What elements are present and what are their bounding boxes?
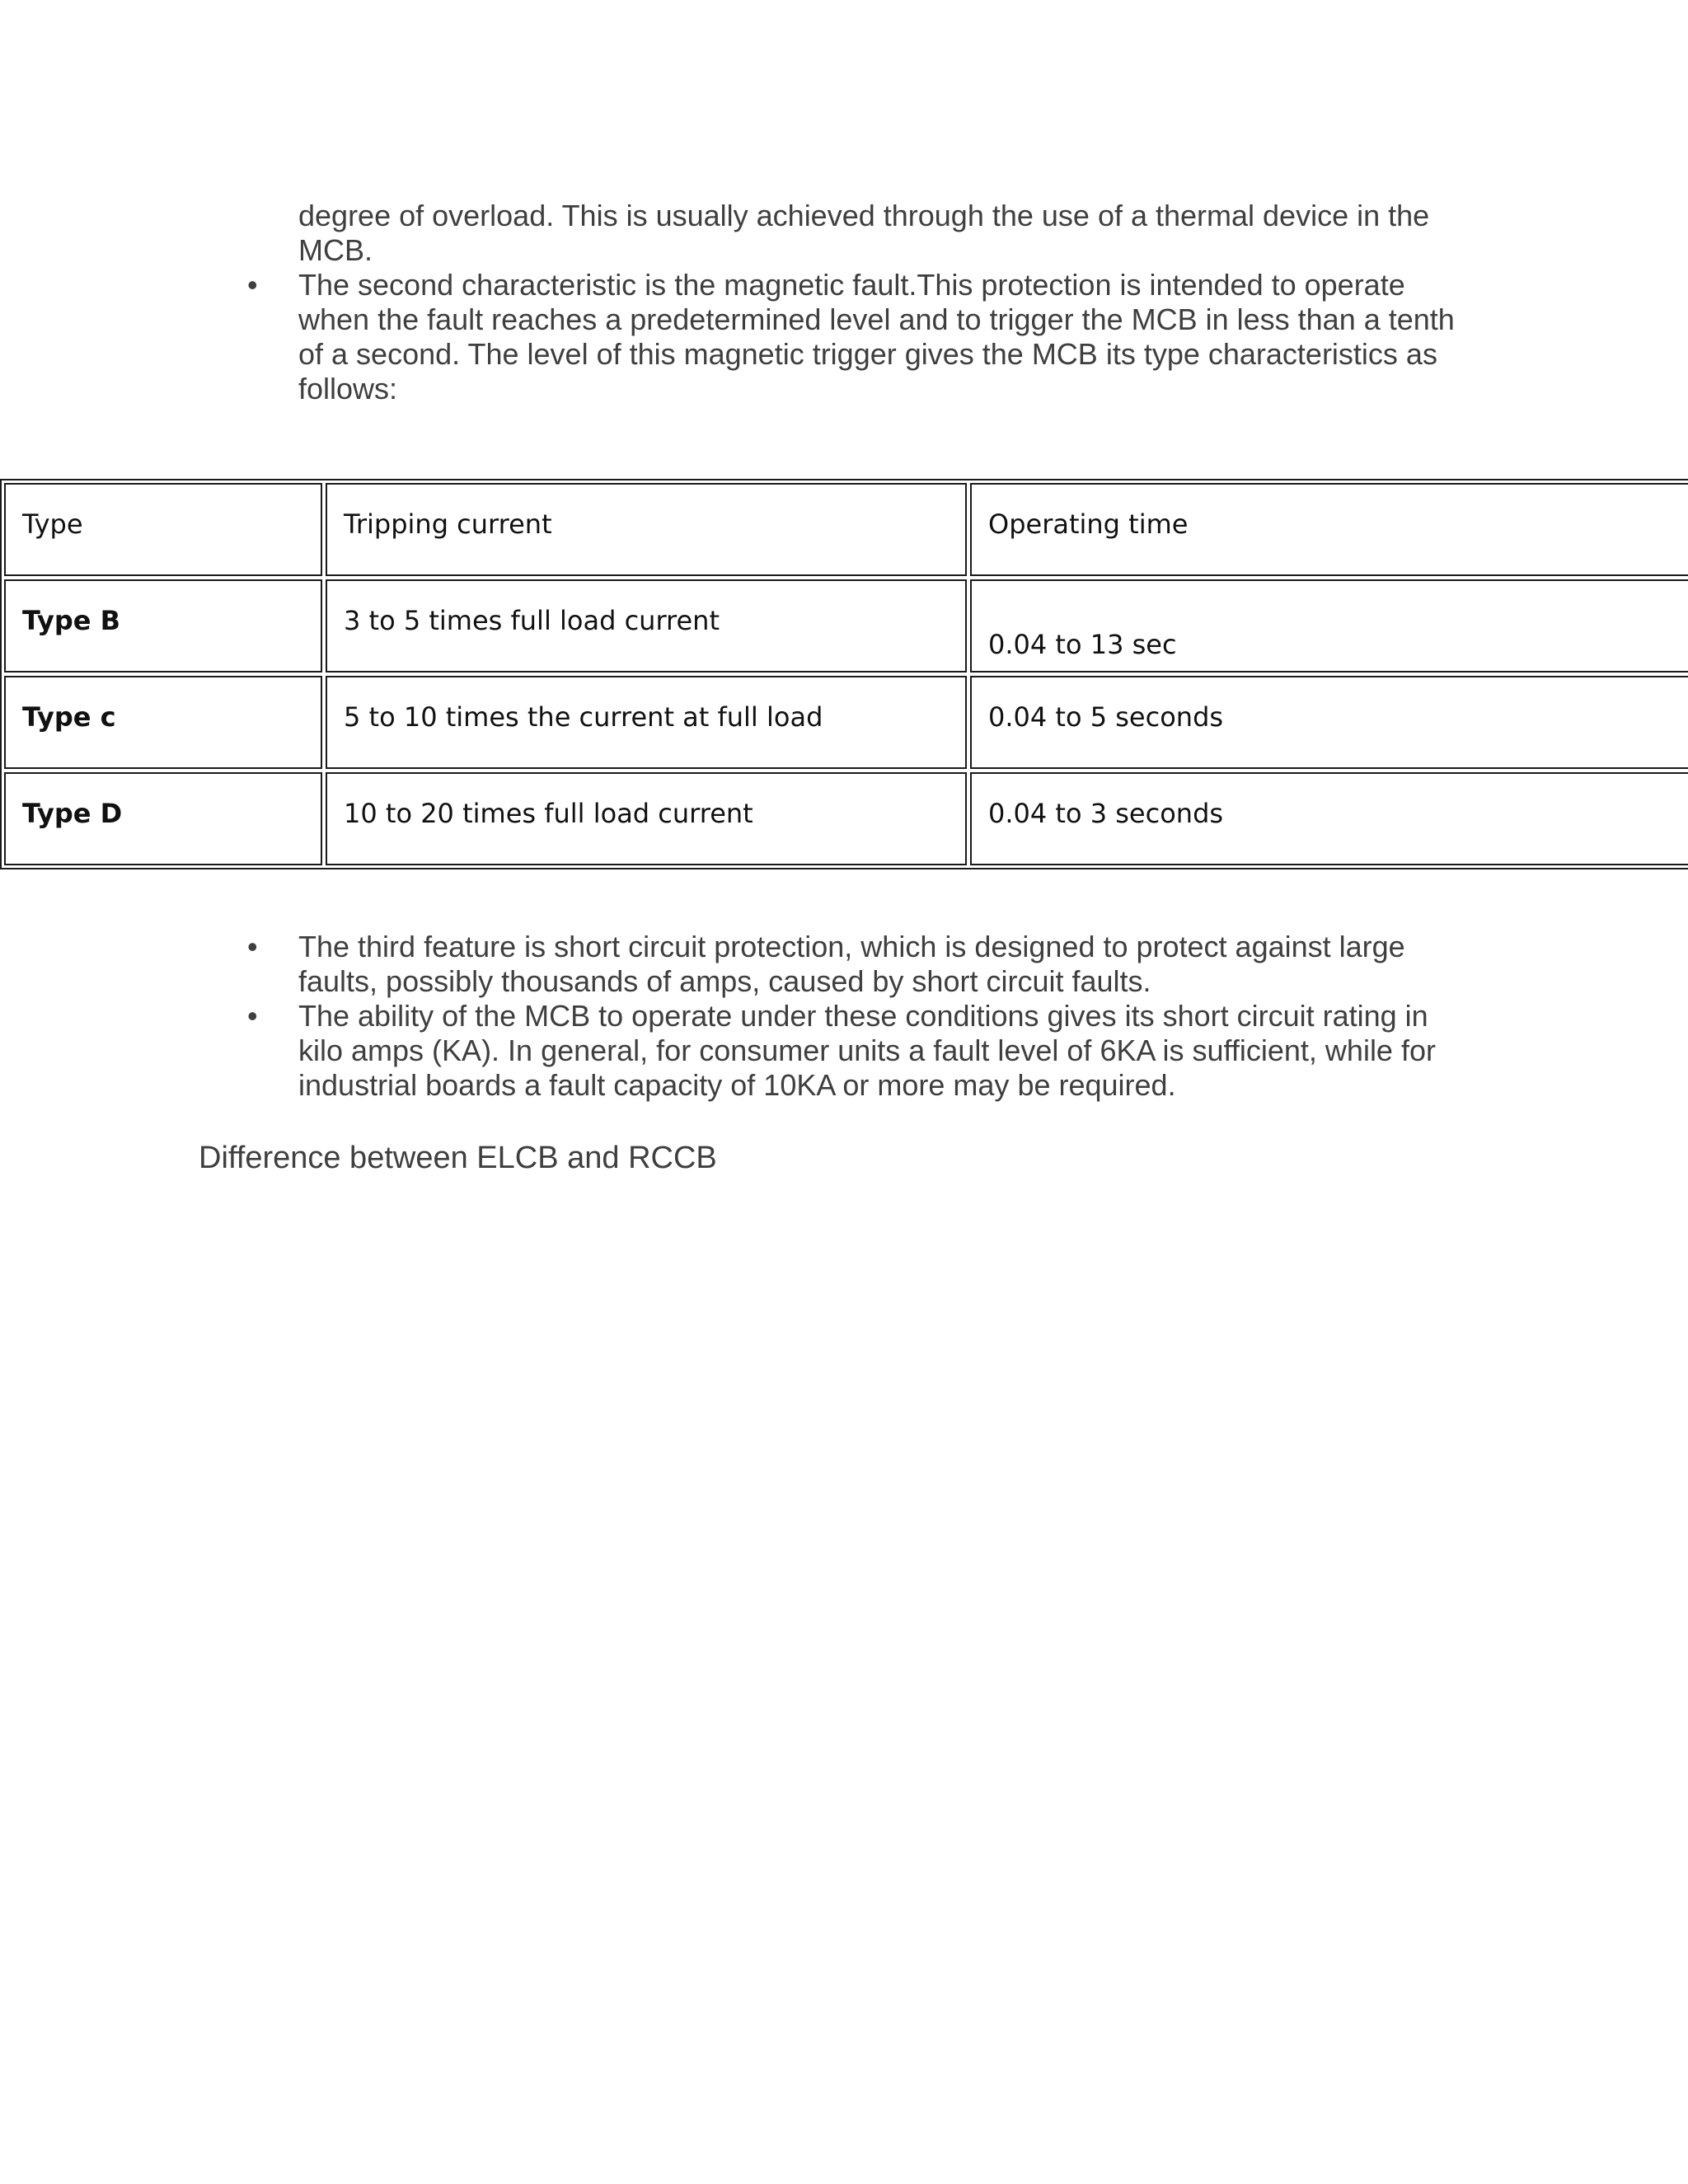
paragraph-line: faults, possibly thousands of amps, caused by short circuit faults. <box>298 964 1151 998</box>
table-header-row <box>4 483 1688 576</box>
table-row <box>4 676 1688 769</box>
section-heading: Difference between ELCB and RCCB <box>199 1141 717 1175</box>
table-cell-tripping-current: 5 to 10 times the current at full load <box>326 676 967 769</box>
bullet-item-short-circuit-rating <box>247 999 1502 1103</box>
paragraph-line: of a second. The level of this magnetic trigger gives the MCB its type characteristics as <box>298 337 1437 371</box>
header-cell-operating-time: Operating time <box>970 483 1688 576</box>
table-cell-operating-time: 0.04 to 5 seconds <box>970 676 1688 769</box>
header-cell-tripping-current: Tripping current <box>326 483 967 576</box>
closing-paragraphs <box>247 930 1502 1103</box>
paragraph-line: industrial boards a fault capacity of 10KA or more may be required. <box>298 1068 1176 1102</box>
paragraph-line: when the fault reaches a predetermined level and to trigger the MCB in less than a tenth <box>298 302 1455 336</box>
table-cell-operating-time: 0.04 to 13 sec <box>970 579 1688 673</box>
table-cell-type: Type B <box>4 579 322 673</box>
paragraph-line: kilo amps (KA). In general, for consumer units a fault level of 6KA is sufficient, while for <box>298 1033 1436 1067</box>
table-row <box>4 772 1688 865</box>
bullet-item-magnetic-fault <box>247 268 1502 406</box>
intro-paragraphs <box>247 199 1502 406</box>
paragraph-line: The third feature is short circuit protection, which is designed to protect against large <box>298 930 1405 963</box>
bullet-icon: • <box>247 268 258 302</box>
table-cell-tripping-current: 3 to 5 times full load current <box>326 579 967 673</box>
table-row <box>4 579 1688 673</box>
continued-paragraph <box>298 199 1502 268</box>
table-cell-type: Type D <box>4 772 322 865</box>
table-cell-operating-time: 0.04 to 3 seconds <box>970 772 1688 865</box>
paragraph-line: MCB. <box>298 233 373 267</box>
paragraph-line: degree of overload. This is usually achieved through the use of a thermal device in the <box>298 199 1430 232</box>
mcb-type-table <box>0 479 1688 869</box>
bullet-icon: • <box>247 999 258 1033</box>
paragraph-line: follows: <box>298 372 398 405</box>
bullet-item-short-circuit <box>247 930 1502 999</box>
table-cell-tripping-current: 10 to 20 times full load current <box>326 772 967 865</box>
bullet-icon: • <box>247 930 258 963</box>
paragraph-line: The second characteristic is the magnetic fault.This protection is intended to operate <box>298 268 1405 302</box>
paragraph-line: The ability of the MCB to operate under these conditions gives its short circuit rating in <box>298 999 1428 1033</box>
table-cell-type: Type c <box>4 676 322 769</box>
header-cell-type: Type <box>4 483 322 576</box>
